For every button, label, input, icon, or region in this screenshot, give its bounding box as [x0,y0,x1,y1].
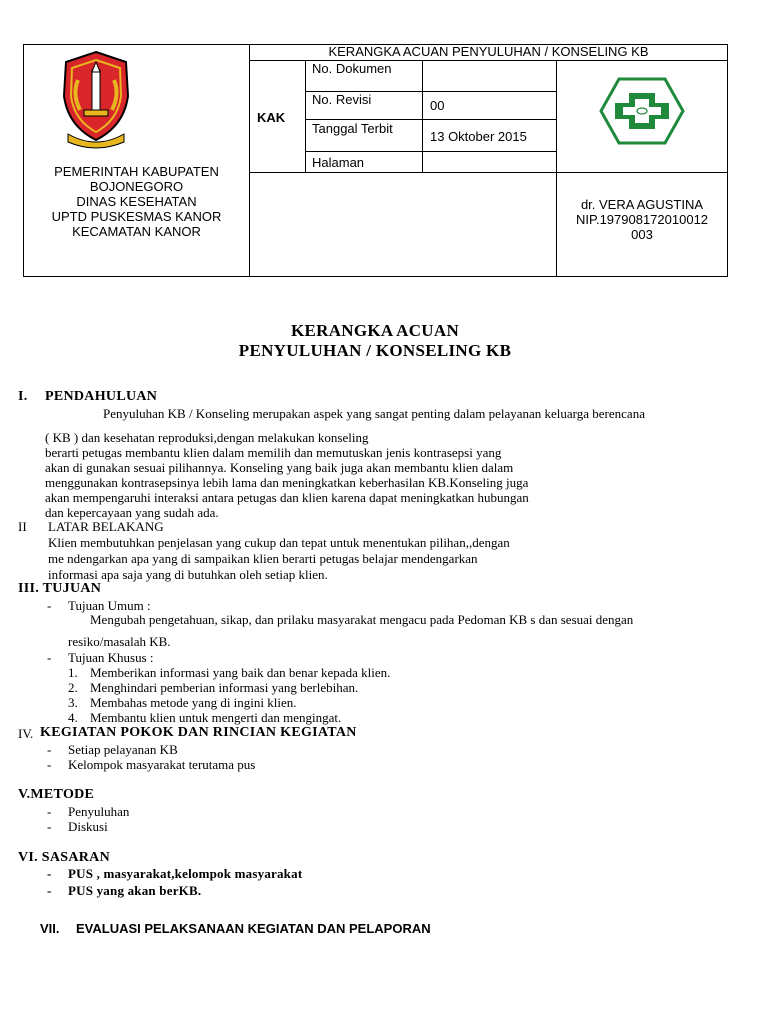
s3-umum-label: Tujuan Umum : [68,598,151,613]
s3-item-2-number: 2. [68,680,78,695]
signer-name: dr. VERA AGUSTINA [580,197,704,212]
s1-number: I. [18,389,28,404]
s6-item-1-dash: - [47,866,52,881]
row-label-no-dokumen: No. Dokumen [312,61,392,76]
s4-heading: KEGIATAN POKOK DAN RINCIAN KEGIATAN [40,725,357,740]
s3-umum-line-1: Mengubah pengetahuan, sikap, dan prilaku masyarakat mengacu pada Pedoman KB s dan sesuai dengan [90,612,634,627]
s2-line-2: me ndengarkan apa yang di sampaikan klien berarti petugas belajar mendengarkan [48,551,478,566]
s4-item-2-dash: - [47,757,52,772]
s3-item-2-text: Menghindari pemberian informasi yang berlebihan. [90,680,359,695]
s2-line-1: Klien membutuhkan penjelasan yang cukup dan tepat untuk menentukan pilihan,,dengan [48,535,510,550]
s3-khusus-label: Tujuan Khusus : [68,650,154,665]
s3-item-1-text: Memberikan informasi yang baik dan benar kepada klien. [90,665,391,680]
s1-line-3: berarti petugas membantu klien dalam memilih dan memutuskan jenis kontrasepsi yang [45,445,502,460]
s2-heading: LATAR BELAKANG [48,519,164,534]
s6-item-2: PUS yang akan berKB. [68,883,202,898]
header-title: KERANGKA ACUAN PENYULUHAN / KONSELING KB [328,44,649,59]
row-label-halaman: Halaman [312,155,365,170]
s3-item-4-number: 4. [68,710,78,725]
s7-number: VII. [40,921,60,936]
org-line-2: BOJONEGORO [89,179,184,194]
s1-line-1: Penyuluhan KB / Konseling merupakan aspek yang sangat penting dalam pelayanan keluarga berencana [103,406,645,421]
kak-label: KAK [257,110,286,125]
s6-heading: VI. SASARAN [18,850,110,865]
doc-title-line-1: KERANGKA ACUAN [290,321,460,340]
s5-item-1-dash: - [47,804,52,819]
s2-number: II [18,519,27,534]
s4-number: IV. [18,726,34,741]
signer-nip-cont: 003 [631,227,653,242]
org-line-4: UPTD PUSKESMAS KANOR [51,209,222,224]
s4-item-1-dash: - [47,742,52,757]
s5-heading: V.METODE [18,787,95,802]
signer-nip: NIP.197908172010012 [575,212,709,227]
doc-title-line-2: PENYULUHAN / KONSELING KB [238,341,512,360]
s6-item-1: PUS , masyarakat,kelompok masyarakat [68,866,303,881]
row-value-tanggal-terbit: 13 Oktober 2015 [430,129,527,144]
s3-item-3-number: 3. [68,695,78,710]
s3-heading: III. TUJUAN [18,581,102,596]
s1-line-4: akan di gunakan sesuai pilihannya. Konseling yang baik juga akan membantu klien dalam [45,460,514,475]
s4-item-1: Setiap pelayanan KB [68,742,178,757]
bojonegoro-emblem-icon [58,50,134,152]
row-label-no-revisi: No. Revisi [312,92,372,107]
s1-line-7: dan kepercayaan yang sudah ada. [45,505,219,520]
s3-umum-dash: - [47,598,52,613]
org-line-3: DINAS KESEHATAN [76,194,197,209]
s6-item-2-dash: - [47,883,52,898]
s5-item-1: Penyuluhan [68,804,130,819]
s1-heading: PENDAHULUAN [45,389,158,404]
s5-item-2: Diskusi [68,819,108,834]
org-line-1: PEMERINTAH KABUPATEN [54,164,219,179]
s3-umum-line-2: resiko/masalah KB. [68,634,171,649]
s7-heading: EVALUASI PELAKSANAAN KEGIATAN DAN PELAPORAN [76,921,431,936]
puskesmas-logo-icon [599,77,685,145]
s3-item-3-text: Membahas metode yang di ingini klien. [90,695,297,710]
s1-line-5: menggunakan kontrasepsinya lebih lama dan meningkatkan keberhasilan KB.Konseling juga [45,475,529,490]
s1-line-6: akan mempengaruhi interaksi antara petugas dan klien karena dapat meningkatkan hubungan [45,490,529,505]
s4-item-2: Kelompok masyarakat terutama pus [68,757,256,772]
s1-line-2: ( KB ) dan kesehatan reproduksi,dengan melakukan konseling [45,430,369,445]
org-line-5: KECAMATAN KANOR [72,224,201,239]
s5-item-2-dash: - [47,819,52,834]
s3-item-1-number: 1. [68,665,78,680]
s3-khusus-dash: - [47,650,52,665]
row-value-no-revisi: 00 [430,98,445,113]
s2-line-3: informasi apa saja yang di butuhkan oleh setiap klien. [48,567,328,582]
row-label-tanggal-terbit: Tanggal Terbit [312,121,393,136]
s3-item-4-text: Membantu klien untuk mengerti dan mengingat. [90,710,342,725]
